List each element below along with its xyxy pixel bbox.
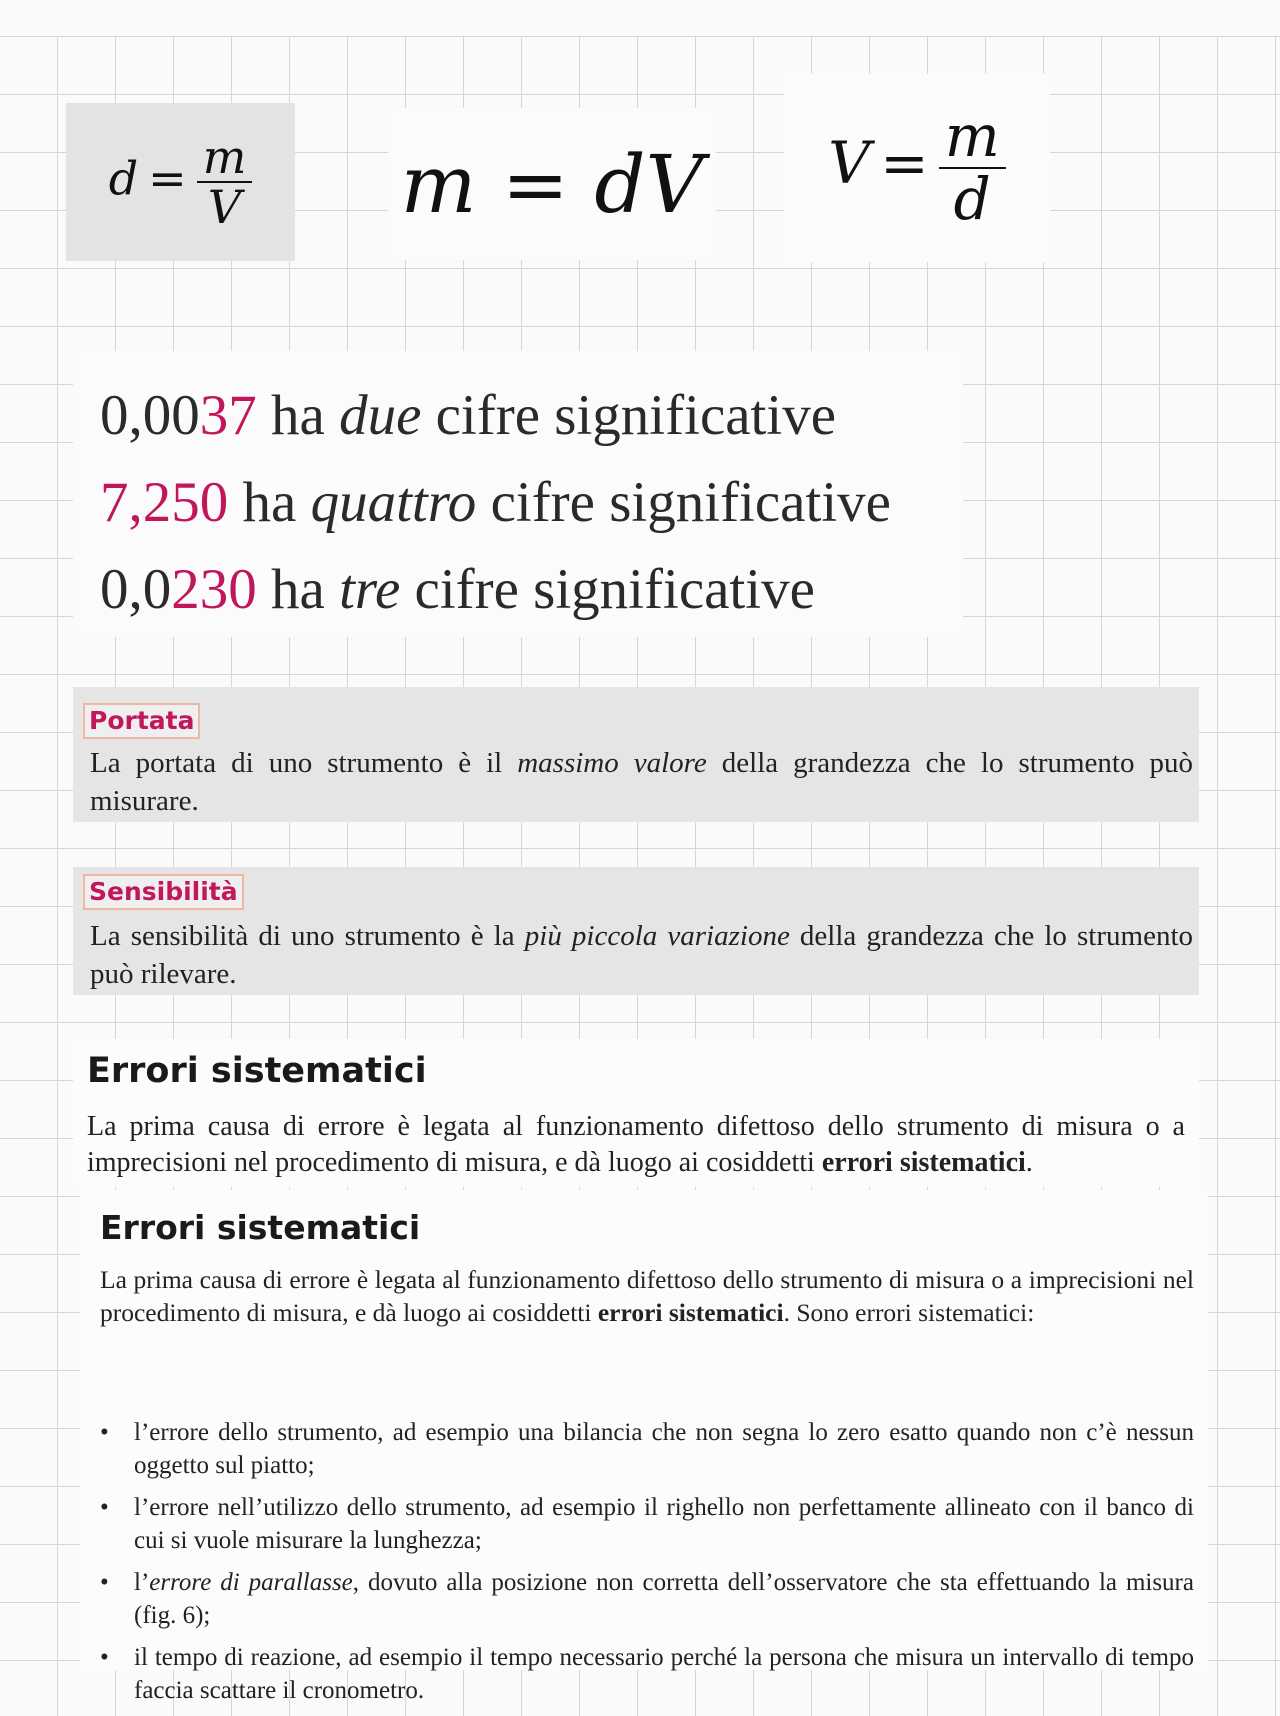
errori-bold: errori sistematici — [597, 1298, 784, 1327]
sigfig-prefix: 0,0 — [100, 558, 172, 621]
sigfig-line — [100, 558, 815, 621]
density-formula-expr — [108, 129, 253, 234]
errori-text-before: La prima causa di errore è legata al funzionamento difettoso dello strumento di misura o a imprecisioni nel procedimento di misura, e dà luogo ai cosiddetti — [87, 1111, 1185, 1178]
errori-heading: Errori sistematici — [100, 1208, 421, 1247]
sigfig-word: ha — [242, 471, 297, 534]
sigfig-prefix: 0,00 — [100, 384, 200, 447]
sigfig-line — [100, 384, 837, 447]
sensibilita-title: Sensibilità — [83, 874, 244, 910]
errori-paragraph — [100, 1263, 1194, 1329]
bullet-text-before: l’ — [134, 1569, 150, 1596]
errori-text-after: . — [1025, 1147, 1033, 1178]
bullet-text-after: , dovuto alla posizione non corretta dell’osservatore che sta effettuando la misura (fig. 6); — [134, 1569, 1194, 1629]
list-item — [98, 1491, 1194, 1557]
list-item — [98, 1641, 1194, 1707]
list-item — [98, 1416, 1194, 1482]
volume-denominator: d — [953, 165, 991, 233]
list-item — [98, 1566, 1194, 1632]
errori-text-before: La prima causa di errore è legata al funzionamento difettoso dello strumento di misura o a imprecisioni nel procedimento di misura, e dà luogo ai cosiddetti — [100, 1265, 1194, 1327]
errori-sistematici-short — [73, 1039, 1199, 1187]
significant-figures-box — [73, 351, 963, 637]
sensibilita-text-after: della grandezza che lo strumento può rilevare. — [90, 920, 1194, 990]
portata-text-after: della grandezza che lo strumento può misurare. — [90, 747, 1193, 817]
bullet-text: l’errore nell’utilizzo dello strumento, ad esempio il righello non perfettamente allineato con il banco di cui si vuole misurare la lunghezza; — [134, 1494, 1194, 1554]
errori-text-after: . Sono errori sistematici: — [783, 1298, 1035, 1327]
portata-definition-box — [73, 687, 1199, 822]
formula-mass — [388, 108, 716, 260]
errori-list — [98, 1416, 1194, 1716]
density-fraction — [197, 129, 253, 234]
portata-title: Portata — [83, 703, 200, 739]
sigfig-line — [100, 471, 891, 534]
formula-density — [66, 103, 295, 261]
errori-heading: Errori sistematici — [87, 1051, 427, 1091]
bullet-icon: • — [100, 1494, 109, 1521]
sigfig-highlight: 230 — [171, 558, 257, 621]
top-margin — [0, 0, 1280, 36]
sensibilita-emphasis: più piccola variazione — [524, 920, 790, 952]
bullet-icon: • — [100, 1419, 109, 1446]
portata-text — [90, 744, 1193, 820]
volume-eq: = — [880, 129, 929, 198]
bullet-icon: • — [100, 1569, 109, 1596]
errori-sistematici-full — [80, 1190, 1208, 1704]
sigfig-highlight: 7,250 — [100, 471, 229, 534]
sigfig-suffix: cifre significative — [414, 558, 815, 621]
sigfig-suffix: cifre significative — [490, 471, 891, 534]
bullet-text: l’errore dello strumento, ad esempio una bilancia che non segna lo zero esatto quando non c’è nessun oggetto sul piatto; — [134, 1419, 1194, 1479]
sigfig-word: ha — [271, 558, 325, 621]
volume-fraction — [939, 102, 1006, 233]
volume-lhs: V — [828, 129, 871, 198]
formula-volume — [784, 74, 1050, 262]
errori-paragraph — [87, 1109, 1185, 1181]
density-denominator: V — [207, 180, 242, 234]
sigfig-word: ha — [271, 384, 325, 447]
density-lhs: d — [108, 151, 139, 205]
sigfig-count: quattro — [310, 471, 477, 534]
portata-text-before: La portata di uno strumento è il — [90, 747, 518, 779]
volume-formula-expr — [828, 102, 1006, 233]
mass-formula-expr: m = dV — [400, 137, 704, 231]
volume-numerator: m — [944, 102, 1000, 171]
portata-emphasis: massimo valore — [517, 747, 707, 779]
density-eq: = — [148, 151, 187, 205]
sensibilita-definition-box — [73, 867, 1199, 995]
sigfig-count: due — [339, 384, 422, 447]
sigfig-suffix: cifre significative — [435, 384, 837, 447]
bullet-icon: • — [100, 1644, 109, 1671]
bullet-text: il tempo di reazione, ad esempio il tempo necessario perché la persona che misura un intervallo di tempo faccia scattare il cronometro. — [134, 1644, 1194, 1704]
sensibilita-text — [90, 917, 1193, 993]
sigfig-highlight: 37 — [199, 384, 257, 447]
sensibilita-text-before: La sensibilità di uno strumento è la — [90, 920, 525, 952]
errori-bold: errori sistematici — [821, 1147, 1026, 1178]
bullet-emphasis: errore di parallasse — [149, 1569, 353, 1596]
density-numerator: m — [202, 129, 247, 184]
sigfig-count: tre — [339, 558, 401, 621]
